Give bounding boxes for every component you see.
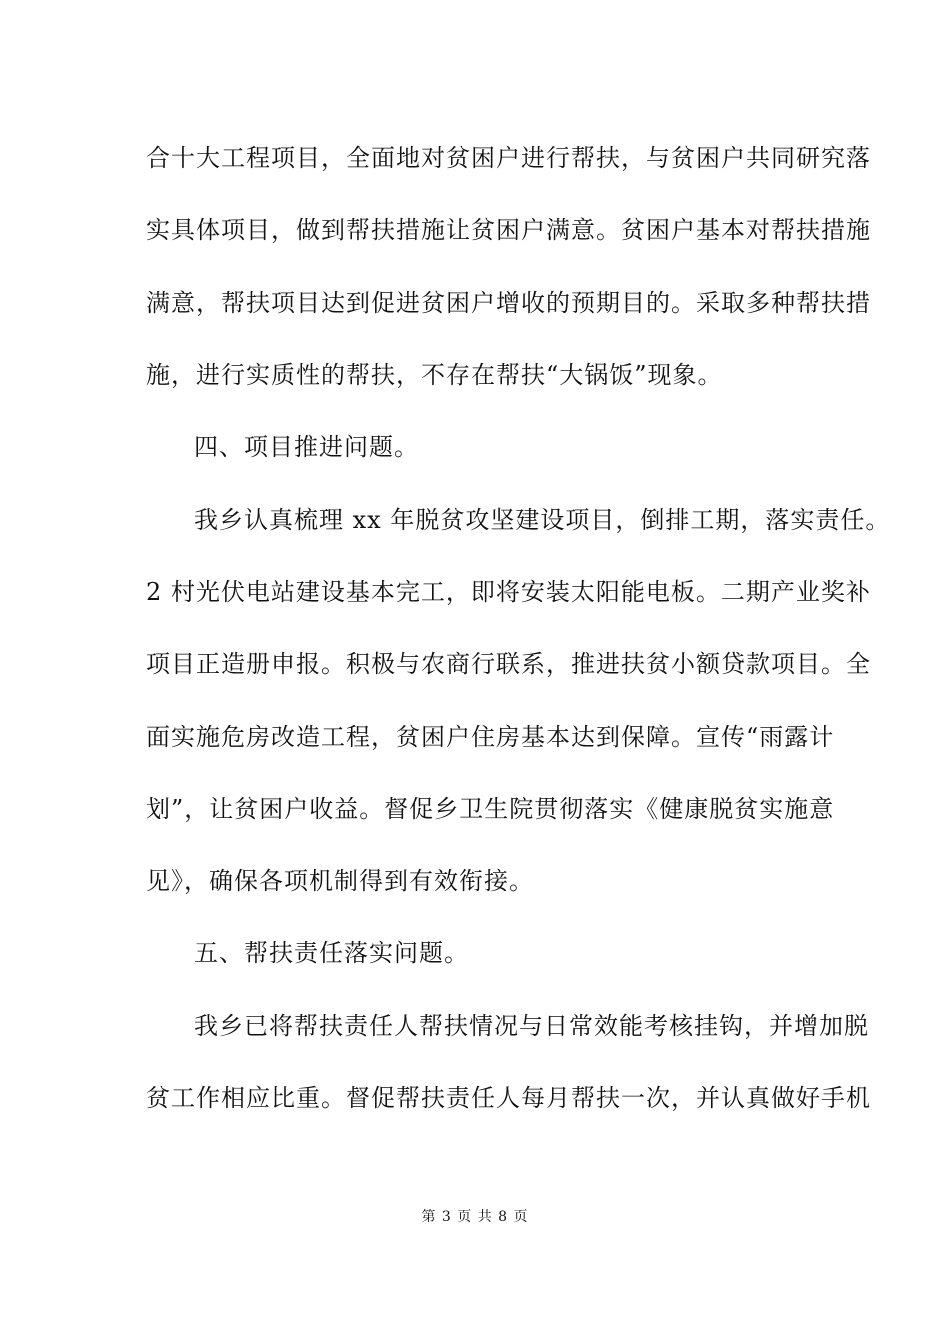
text-line: 我乡认真梳理 xx 年脱贫攻坚建设项目，倒排工期，落实责任。 xyxy=(194,506,891,534)
section-heading: 四、项目推进问题。 xyxy=(194,433,419,461)
text-line: 我乡已将帮扶责任人帮扶情况与日常效能考核挂钩，并增加脱 xyxy=(194,1012,869,1040)
text-line: 划”，让贫困户收益。督促乡卫生院贯彻落实《健康脱贫实施意 xyxy=(146,795,835,823)
text-line: 满意，帮扶项目达到促进贫困户增收的预期目的。采取多种帮扶措 xyxy=(146,289,871,317)
text-line: 合十大工程项目，全面地对贫困户进行帮扶，与贫困户共同研究落 xyxy=(146,144,871,172)
text-line: 实具体项目，做到帮扶措施让贫困户满意。贫困户基本对帮扶措施 xyxy=(146,216,871,244)
page-footer: 第 3 页 共 8 页 xyxy=(421,1209,529,1225)
text-line: 2 村光伏电站建设基本完工，即将安装太阳能电板。二期产业奖补 xyxy=(146,578,871,606)
text-line: 项目正造册申报。积极与农商行联系，推进扶贫小额贷款项目。全 xyxy=(146,650,871,678)
text-line: 贫工作相应比重。督促帮扶责任人每月帮扶一次，并认真做好手机 xyxy=(146,1084,871,1112)
text-line: 见》，确保各项机制得到有效衔接。 xyxy=(146,867,534,895)
section-heading: 五、帮扶责任落实问题。 xyxy=(194,939,469,967)
text-line: 面实施危房改造工程，贫困户住房基本达到保障。宣传“雨露计 xyxy=(146,723,835,751)
text-line: 施，进行实质性的帮扶，不存在帮扶“大锅饭”现象。 xyxy=(146,361,723,389)
